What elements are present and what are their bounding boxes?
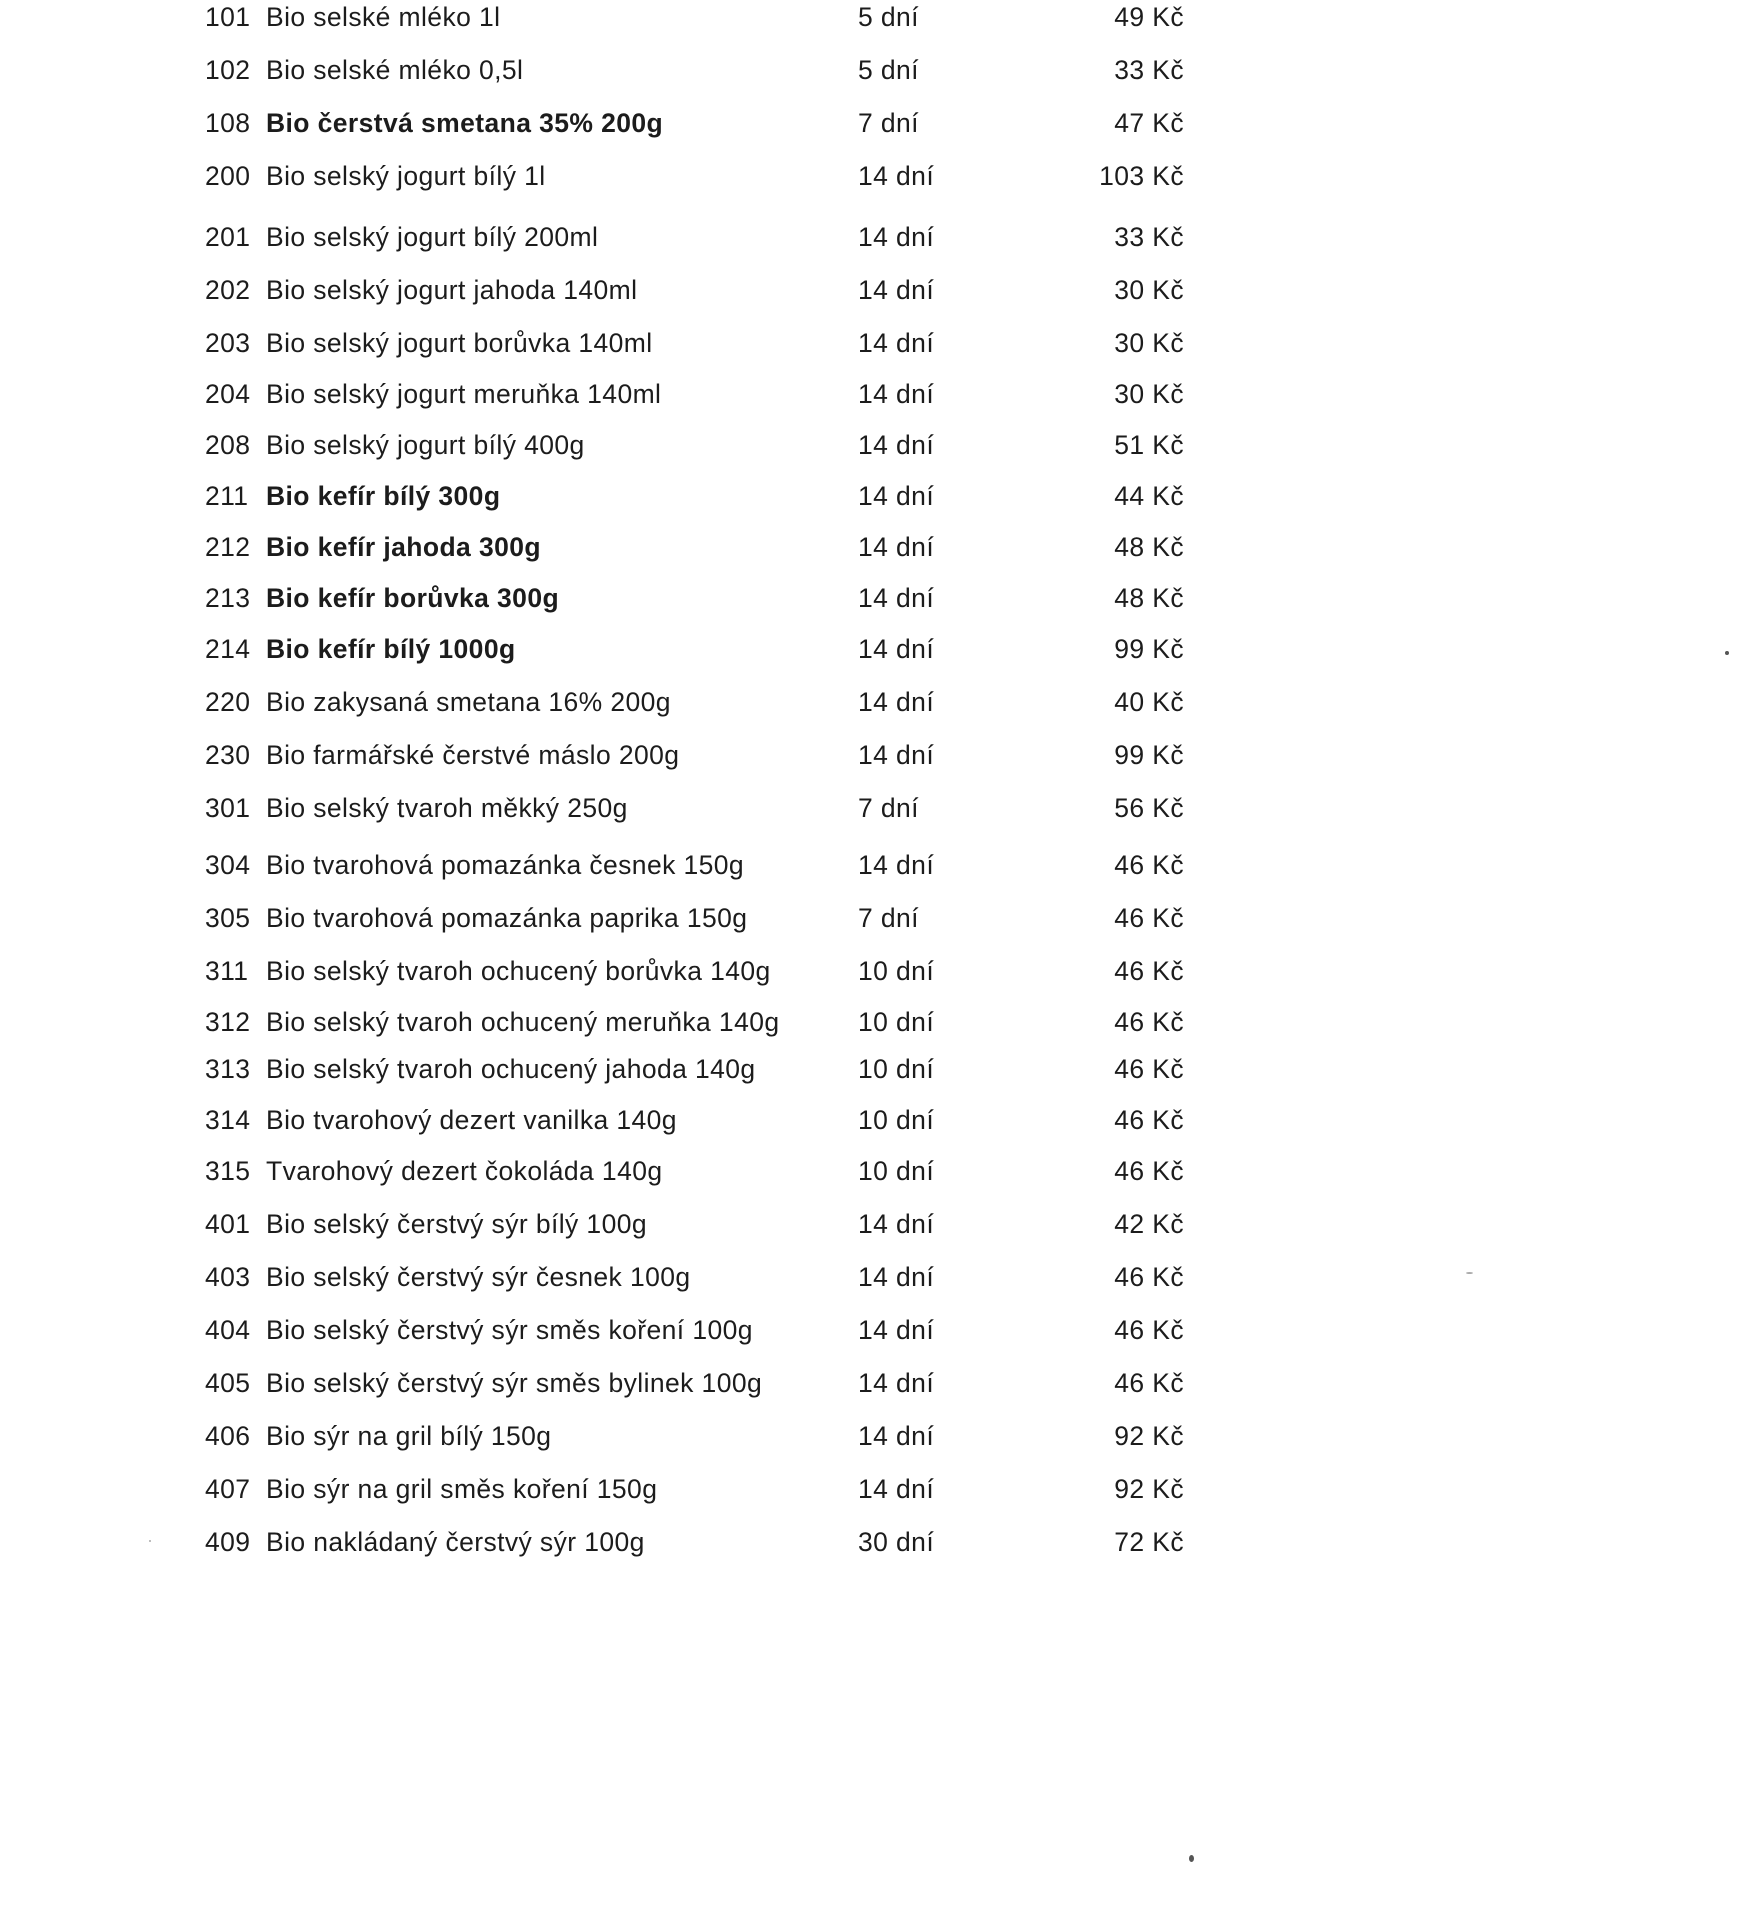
scan-speck (1189, 1855, 1194, 1862)
scan-speck (1725, 651, 1729, 655)
product-name: Bio kefír jahoda 300g (266, 532, 541, 562)
product-code: 108 (205, 108, 251, 138)
product-price: 46 Kč (1114, 1368, 1184, 1398)
scan-speck (149, 1540, 151, 1542)
shelf-life: 7 dní (858, 793, 919, 823)
shelf-life: 14 dní (858, 481, 935, 511)
list-item (0, 217, 1760, 257)
product-code: 404 (205, 1315, 251, 1345)
shelf-life: 5 dní (858, 55, 919, 85)
product-price: 46 Kč (1114, 1105, 1184, 1135)
product-code: 204 (205, 379, 251, 409)
list-item (0, 788, 1760, 828)
shelf-life: 14 dní (858, 1368, 935, 1398)
list-item (0, 323, 1760, 363)
product-name: Bio selský jogurt bílý 1l (266, 161, 546, 191)
shelf-life: 14 dní (858, 328, 935, 358)
product-name: Bio selský jogurt meruňka 140ml (266, 379, 662, 409)
shelf-life: 14 dní (858, 379, 935, 409)
product-name: Bio sýr na gril směs koření 150g (266, 1474, 658, 1504)
product-code: 212 (205, 532, 251, 562)
product-name: Bio tvarohová pomazánka česnek 150g (266, 850, 745, 880)
product-code: 301 (205, 793, 251, 823)
product-code: 101 (205, 2, 251, 32)
product-name: Bio zakysaná smetana 16% 200g (266, 687, 671, 717)
product-price: 46 Kč (1114, 1315, 1184, 1345)
product-code: 403 (205, 1262, 251, 1292)
shelf-life: 10 dní (858, 1105, 935, 1135)
list-item (0, 629, 1760, 669)
shelf-life: 14 dní (858, 275, 935, 305)
product-price: 33 Kč (1114, 55, 1184, 85)
shelf-life: 14 dní (858, 1474, 935, 1504)
shelf-life: 14 dní (858, 740, 935, 770)
product-price: 99 Kč (1114, 634, 1184, 664)
product-code: 202 (205, 275, 251, 305)
list-item (0, 1469, 1760, 1509)
product-name: Bio selský jogurt jahoda 140ml (266, 275, 638, 305)
product-price: 49 Kč (1114, 2, 1184, 32)
product-price: 99 Kč (1114, 740, 1184, 770)
shelf-life: 10 dní (858, 1007, 935, 1037)
list-item (0, 156, 1760, 196)
product-name: Bio selský tvaroh ochucený jahoda 140g (266, 1054, 756, 1084)
product-price: 48 Kč (1114, 532, 1184, 562)
product-price: 72 Kč (1114, 1527, 1184, 1557)
product-price: 48 Kč (1114, 583, 1184, 613)
product-name: Bio selský čerstvý sýr směs bylinek 100g (266, 1368, 763, 1398)
product-code: 305 (205, 903, 251, 933)
shelf-life: 14 dní (858, 430, 935, 460)
list-item (0, 898, 1760, 938)
product-price: 56 Kč (1114, 793, 1184, 823)
shelf-life: 10 dní (858, 956, 935, 986)
product-price: 30 Kč (1114, 379, 1184, 409)
shelf-life: 10 dní (858, 1156, 935, 1186)
list-item (0, 1310, 1760, 1350)
product-name: Bio selský tvaroh ochucený borůvka 140g (266, 956, 771, 986)
product-name: Bio kefír bílý 300g (266, 481, 501, 511)
list-item (0, 1363, 1760, 1403)
product-code: 203 (205, 328, 251, 358)
product-price: 33 Kč (1114, 222, 1184, 252)
shelf-life: 14 dní (858, 1209, 935, 1239)
list-item (0, 270, 1760, 310)
product-code: 208 (205, 430, 251, 460)
scan-speck (1466, 1272, 1473, 1274)
product-name: Bio selské mléko 0,5l (266, 55, 524, 85)
shelf-life: 14 dní (858, 850, 935, 880)
product-price: 103 Kč (1099, 161, 1184, 191)
product-name: Tvarohový dezert čokoláda 140g (266, 1156, 663, 1186)
product-name: Bio selský čerstvý sýr bílý 100g (266, 1209, 647, 1239)
list-item (0, 476, 1760, 516)
product-name: Bio selský tvaroh ochucený meruňka 140g (266, 1007, 780, 1037)
product-code: 311 (205, 956, 249, 986)
list-item (0, 951, 1760, 991)
product-price: 46 Kč (1114, 1007, 1184, 1037)
product-code: 312 (205, 1007, 251, 1037)
product-price: 46 Kč (1114, 956, 1184, 986)
product-name: Bio kefír borůvka 300g (266, 583, 560, 613)
product-code: 211 (205, 481, 249, 511)
product-name: Bio selský jogurt bílý 200ml (266, 222, 599, 252)
list-item (0, 682, 1760, 722)
product-code: 405 (205, 1368, 251, 1398)
product-price: 46 Kč (1114, 1156, 1184, 1186)
product-price: 92 Kč (1114, 1474, 1184, 1504)
list-item (0, 1204, 1760, 1244)
product-name: Bio selský jogurt borůvka 140ml (266, 328, 653, 358)
list-item (0, 374, 1760, 414)
list-item (0, 1002, 1760, 1042)
product-name: Bio tvarohový dezert vanilka 140g (266, 1105, 677, 1135)
shelf-life: 14 dní (858, 687, 935, 717)
list-item (0, 425, 1760, 465)
list-item (0, 0, 1760, 37)
product-code: 409 (205, 1527, 251, 1557)
shelf-life: 7 dní (858, 903, 919, 933)
shelf-life: 30 dní (858, 1527, 935, 1557)
product-code: 230 (205, 740, 251, 770)
product-code: 201 (205, 222, 251, 252)
product-price: 44 Kč (1114, 481, 1184, 511)
shelf-life: 14 dní (858, 583, 935, 613)
product-code: 407 (205, 1474, 251, 1504)
product-code: 213 (205, 583, 251, 613)
product-price: 30 Kč (1114, 275, 1184, 305)
product-code: 406 (205, 1421, 251, 1451)
list-item (0, 1151, 1760, 1191)
shelf-life: 14 dní (858, 532, 935, 562)
product-price: 42 Kč (1114, 1209, 1184, 1239)
product-code: 214 (205, 634, 251, 664)
shelf-life: 5 dní (858, 2, 919, 32)
shelf-life: 14 dní (858, 1421, 935, 1451)
product-code: 313 (205, 1054, 251, 1084)
product-code: 314 (205, 1105, 251, 1135)
list-item (0, 1049, 1760, 1089)
product-price: 46 Kč (1114, 1262, 1184, 1292)
product-price: 46 Kč (1114, 1054, 1184, 1084)
product-code: 200 (205, 161, 251, 191)
product-price: 46 Kč (1114, 903, 1184, 933)
product-price: 51 Kč (1114, 430, 1184, 460)
list-item (0, 1416, 1760, 1456)
list-item (0, 50, 1760, 90)
product-code: 220 (205, 687, 251, 717)
product-name: Bio farmářské čerstvé máslo 200g (266, 740, 680, 770)
product-name: Bio nakládaný čerstvý sýr 100g (266, 1527, 645, 1557)
product-price: 46 Kč (1114, 850, 1184, 880)
product-price: 30 Kč (1114, 328, 1184, 358)
shelf-life: 14 dní (858, 222, 935, 252)
list-item (0, 1100, 1760, 1140)
shelf-life: 10 dní (858, 1054, 935, 1084)
product-code: 304 (205, 850, 251, 880)
product-price: 92 Kč (1114, 1421, 1184, 1451)
list-item (0, 735, 1760, 775)
shelf-life: 14 dní (858, 634, 935, 664)
list-item (0, 527, 1760, 567)
product-price: 40 Kč (1114, 687, 1184, 717)
product-name: Bio selské mléko 1l (266, 2, 501, 32)
product-name: Bio selský čerstvý sýr směs koření 100g (266, 1315, 753, 1345)
product-name: Bio selský tvaroh měkký 250g (266, 793, 628, 823)
shelf-life: 14 dní (858, 1262, 935, 1292)
shelf-life: 7 dní (858, 108, 919, 138)
list-item (0, 1522, 1760, 1562)
list-item (0, 845, 1760, 885)
product-name: Bio selský čerstvý sýr česnek 100g (266, 1262, 691, 1292)
product-code: 401 (205, 1209, 251, 1239)
product-name: Bio selský jogurt bílý 400g (266, 430, 585, 460)
product-name: Bio čerstvá smetana 35% 200g (266, 108, 664, 138)
product-price: 47 Kč (1114, 108, 1184, 138)
shelf-life: 14 dní (858, 161, 935, 191)
list-item (0, 578, 1760, 618)
product-name: Bio kefír bílý 1000g (266, 634, 516, 664)
product-name: Bio tvarohová pomazánka paprika 150g (266, 903, 748, 933)
list-item (0, 1257, 1760, 1297)
shelf-life: 14 dní (858, 1315, 935, 1345)
list-item (0, 103, 1760, 143)
product-code: 102 (205, 55, 251, 85)
product-code: 315 (205, 1156, 251, 1186)
product-name: Bio sýr na gril bílý 150g (266, 1421, 552, 1451)
